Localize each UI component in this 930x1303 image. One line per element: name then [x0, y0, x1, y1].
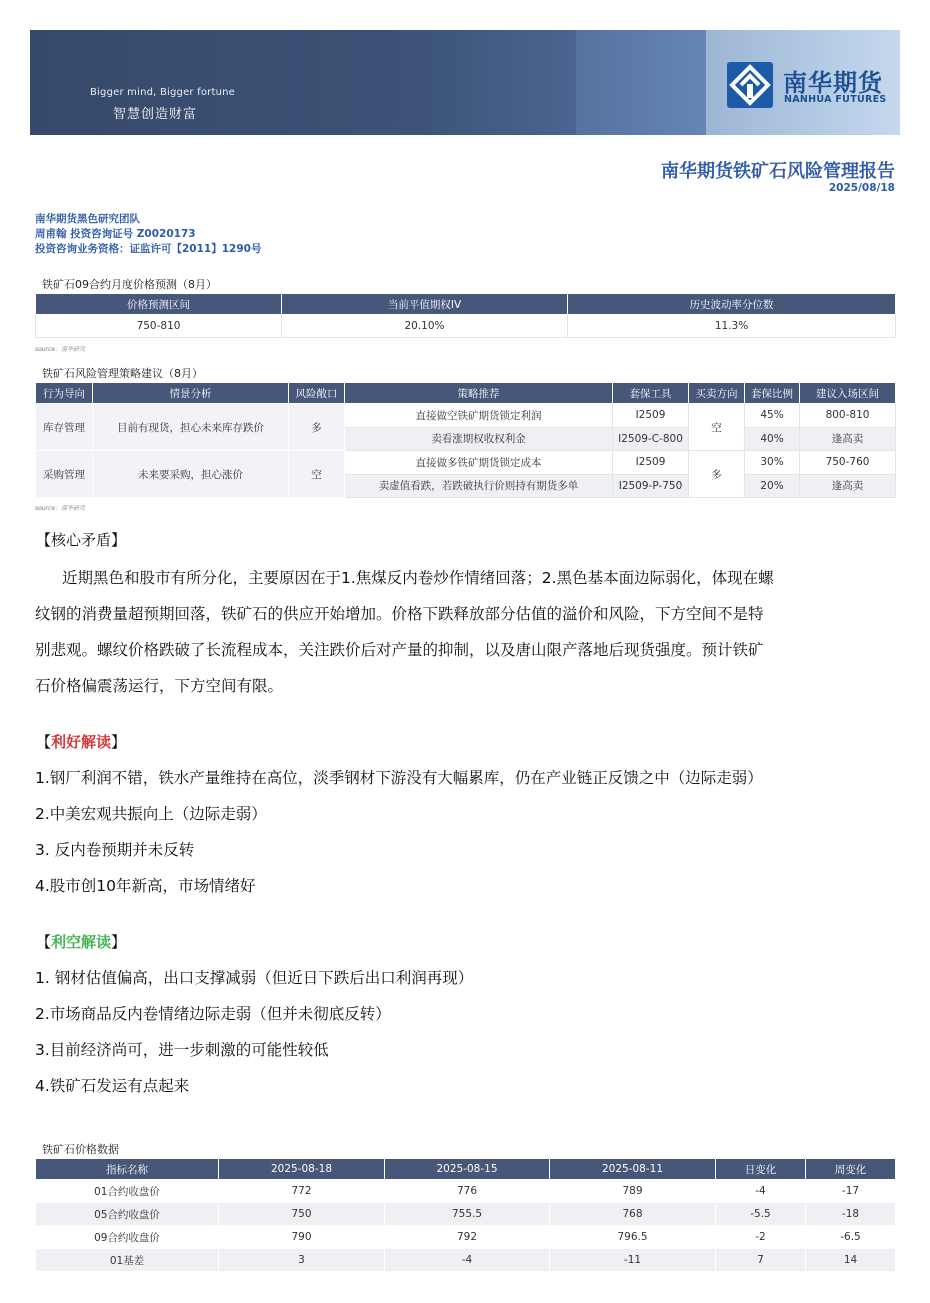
table-header: 套保工具: [613, 383, 689, 404]
table-cell: 755.5: [385, 1203, 550, 1226]
bracket-close: 】: [111, 531, 127, 549]
table2-source: source：南华研究: [35, 505, 86, 512]
strategy-table: [35, 382, 896, 498]
table-cell: I2509: [613, 404, 689, 428]
table1-caption: 铁矿石09合约月度价格预测（8月）: [42, 278, 217, 291]
table-cell: 09合约收盘价: [36, 1226, 219, 1249]
table-row: [36, 1226, 896, 1249]
table-cell: 40%: [745, 427, 800, 451]
logo-text-en: NANHUA FUTURES: [784, 94, 887, 105]
table-header: 情景分析: [93, 383, 289, 404]
bracket-open: 【: [36, 933, 52, 951]
table-cell: -5.5: [716, 1203, 806, 1226]
tagline-en: Bigger mind, Bigger fortune: [90, 87, 236, 98]
table-cell: 772: [219, 1180, 385, 1203]
list-item: 2.中美宏观共振向上（边际走弱）: [35, 805, 267, 823]
table-header: 买卖方向: [689, 383, 745, 404]
table-cell: 多: [289, 404, 345, 451]
table-cell: 05合约收盘价: [36, 1203, 219, 1226]
table-cell: 789: [550, 1180, 716, 1203]
table-cell: -2: [716, 1226, 806, 1249]
table-header: 历史波动率分位数: [568, 294, 896, 315]
table-cell: 多: [689, 451, 745, 498]
table-cell: 792: [385, 1226, 550, 1249]
table-cell: -17: [806, 1180, 896, 1203]
price-forecast-table: [35, 293, 896, 338]
table-header: 周变化: [806, 1159, 896, 1180]
table-cell: 未来要采购，担心涨价: [93, 451, 289, 498]
list-item: 2.市场商品反内卷情绪边际走弱（但并未彻底反转）: [35, 1005, 391, 1023]
table-cell: 直接做空铁矿期货锁定利润: [345, 404, 613, 428]
paragraph-line: 石价格偏震荡运行，下方空间有限。: [35, 677, 284, 695]
table-header: 风险敞口: [289, 383, 345, 404]
list-item: 3.目前经济尚可，进一步刺激的可能性较低: [35, 1041, 329, 1059]
table-row: [36, 1203, 896, 1226]
table-cell: I2509-C-800: [613, 427, 689, 451]
table-cell: 3: [219, 1249, 385, 1272]
table-cell: 750-810: [36, 315, 282, 338]
table-cell: 空: [289, 451, 345, 498]
bullish-heading: [36, 731, 126, 752]
table-header: 2025-08-15: [385, 1159, 550, 1180]
banner-panel: [576, 30, 706, 135]
list-item: 4.股市创10年新高，市场情绪好: [35, 877, 256, 895]
author-license: 投资咨询业务资格：证监许可【2011】1290号: [35, 243, 262, 255]
table-cell: -18: [806, 1203, 896, 1226]
report-date: 2025/08/18: [828, 182, 895, 194]
bracket-open: 【: [36, 531, 52, 549]
list-item: 1.钢厂利润不错，铁水产量维持在高位，淡季钢材下游没有大幅累库，仍在产业链正反馈之中（边际走弱）: [35, 769, 763, 787]
list-item: 4.铁矿石发运有点起来: [35, 1077, 190, 1095]
bearish-heading-text: 利空解读: [51, 933, 112, 951]
table-cell: 库存管理: [36, 404, 93, 451]
bracket-open: 【: [36, 733, 52, 751]
table-cell: 逢高卖: [800, 474, 896, 498]
core-heading-text: 核心矛盾: [51, 531, 112, 549]
table-cell: 逢高卖: [800, 427, 896, 451]
table1-source: source：南华研究: [35, 346, 86, 353]
table-cell: 776: [385, 1180, 550, 1203]
logo-text-cn: 南华期货: [783, 69, 883, 97]
bracket-close: 】: [111, 733, 127, 751]
table-cell: 790: [219, 1226, 385, 1249]
core-heading: [36, 529, 126, 550]
table-header: 当前平值期权IV: [282, 294, 568, 315]
author-analyst: 周甫翰 投资咨询证号 Z0020173: [35, 228, 196, 240]
table-header: 策略推荐: [345, 383, 613, 404]
table3-caption: 铁矿石价格数据: [42, 1143, 119, 1156]
table-cell: 796.5: [550, 1226, 716, 1249]
table-cell: 20%: [745, 474, 800, 498]
table-cell: I2509: [613, 451, 689, 475]
table-cell: 目前有现货，担心未来库存跌价: [93, 404, 289, 451]
table-cell: 11.3%: [568, 315, 896, 338]
table-cell: 14: [806, 1249, 896, 1272]
table-cell: 直接做多铁矿期货锁定成本: [345, 451, 613, 475]
table-header: 价格预测区间: [36, 294, 282, 315]
nanhua-logo-icon: [727, 62, 773, 108]
table-cell: -4: [716, 1180, 806, 1203]
table-row: [36, 1180, 896, 1203]
table-header: 日变化: [716, 1159, 806, 1180]
bearish-heading: [36, 931, 126, 952]
list-item: 3. 反内卷预期并未反转: [35, 841, 195, 859]
tagline-cn: 智慧创造财富: [113, 107, 198, 122]
table-header: 指标名称: [36, 1159, 219, 1180]
paragraph-line: 别悲观。螺纹价格跌破了长流程成本，关注跌价后对产量的抑制，以及唐山限产落地后现货强度。预计铁矿: [35, 641, 764, 659]
table-header: 2025-08-11: [550, 1159, 716, 1180]
paragraph-line: 近期黑色和股市有所分化，主要原因在于1.焦煤反内卷炒作情绪回落；2.黑色基本面边际弱化，体现在螺: [62, 569, 774, 587]
table-header: 套保比例: [745, 383, 800, 404]
bullish-heading-text: 利好解读: [51, 733, 112, 751]
table2-caption: 铁矿石风险管理策略建议（8月）: [42, 367, 203, 380]
list-item: 1. 钢材估值偏高，出口支撑减弱（但近日下跌后出口利润再现）: [35, 969, 474, 987]
table-cell: -4: [385, 1249, 550, 1272]
price-data-table: [35, 1158, 896, 1272]
table-header: 2025-08-18: [219, 1159, 385, 1180]
table-cell: 01基差: [36, 1249, 219, 1272]
table-row: [36, 404, 896, 428]
table-cell: 750: [219, 1203, 385, 1226]
table-cell: 750-760: [800, 451, 896, 475]
table-cell: 20.10%: [282, 315, 568, 338]
table-cell: 800-810: [800, 404, 896, 428]
table-cell: 7: [716, 1249, 806, 1272]
bracket-close: 】: [111, 933, 127, 951]
table-cell: -11: [550, 1249, 716, 1272]
table-header: 建议入场区间: [800, 383, 896, 404]
table-cell: I2509-P-750: [613, 474, 689, 498]
table-cell: 卖虚值看跌，若跌破执行价则持有期货多单: [345, 474, 613, 498]
table-row: [36, 451, 896, 475]
table-cell: -6.5: [806, 1226, 896, 1249]
table-cell: 45%: [745, 404, 800, 428]
table-cell: 卖看涨期权收权利金: [345, 427, 613, 451]
table-cell: 采购管理: [36, 451, 93, 498]
paragraph-line: 纹钢的消费量超预期回落，铁矿石的供应开始增加。价格下跌释放部分估值的溢价和风险，下方空间不是特: [35, 605, 764, 623]
table-cell: 768: [550, 1203, 716, 1226]
table-cell: 30%: [745, 451, 800, 475]
header-banner: [30, 30, 900, 135]
table-cell: 空: [689, 404, 745, 451]
report-title: 南华期货铁矿石风险管理报告: [661, 161, 895, 182]
author-team: 南华期货黑色研究团队: [35, 213, 140, 225]
table-cell: 01合约收盘价: [36, 1180, 219, 1203]
table-header: 行为导向: [36, 383, 93, 404]
table-row: [36, 1249, 896, 1272]
